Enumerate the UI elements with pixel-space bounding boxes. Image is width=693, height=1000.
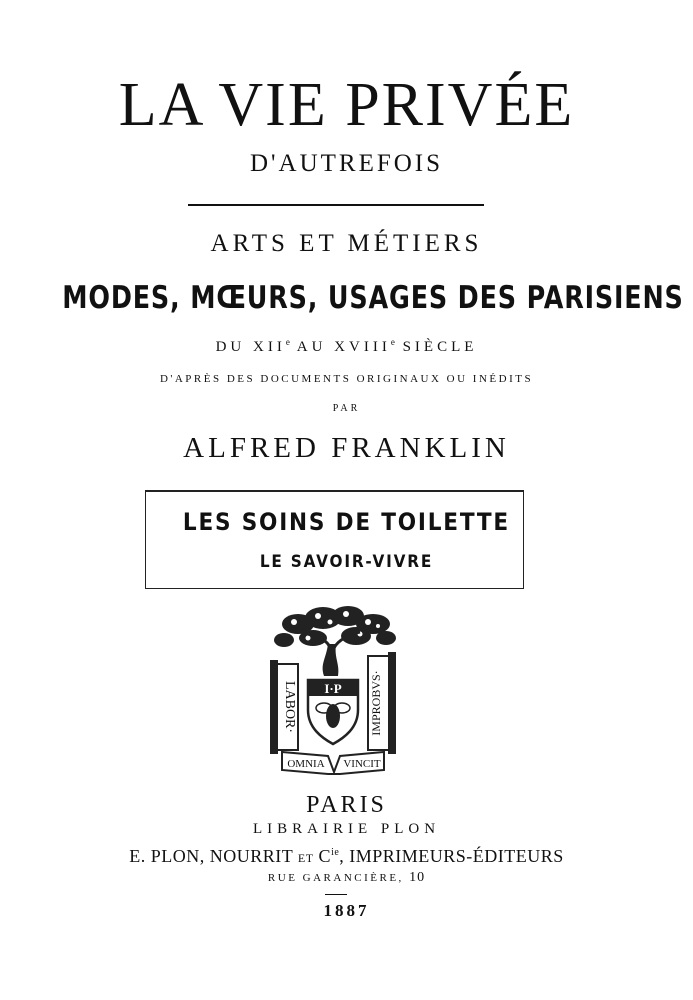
volume-subtitle: LE SAVOIR-VIVRE — [259, 552, 434, 572]
publisher-c: C — [313, 846, 332, 866]
ribbon-right-text: VINCIT — [343, 758, 381, 770]
tree-trunk — [323, 644, 339, 676]
volume-title: LES SOINS DE TOILETTE — [182, 508, 510, 536]
title-rule — [188, 204, 484, 206]
street-name: RUE GARANCIÈRE, — [267, 872, 410, 884]
left-banner-text: LABOR· — [282, 680, 297, 734]
street-number: 10 — [409, 870, 426, 885]
imprint-street — [0, 869, 693, 887]
sources-line: D'APRÈS DES DOCUMENTS ORIGINAUX OU INÉDITS — [159, 373, 534, 385]
publisher-ie: ie — [331, 847, 340, 858]
publisher-role: , IMPRIMEURS-ÉDITEURS — [339, 846, 564, 866]
book-title: LA VIE PRIVÉE — [118, 71, 575, 139]
year-rule — [325, 894, 347, 895]
shield-initials: I·P — [324, 681, 342, 696]
book-subtitle: D'AUTREFOIS — [249, 150, 444, 177]
right-banner-text: IMPROBVS· — [369, 670, 383, 736]
author-name: ALFRED FRANKLIN — [183, 432, 510, 464]
imprint-publisher — [0, 840, 693, 871]
ribbon-left-text: OMNIA — [287, 758, 325, 770]
publisher-emblem — [268, 604, 398, 776]
series-line-arts: ARTS ET MÉTIERS — [210, 230, 483, 257]
century-range — [0, 331, 693, 358]
century-du: DU XII — [215, 339, 286, 355]
imprint-librairie: LIBRAIRIE PLON — [252, 821, 441, 837]
century-au: AU XVIII — [289, 339, 391, 355]
publisher-name: E. PLON, NOURRIT — [129, 846, 298, 866]
volume-title-box — [145, 490, 524, 589]
century-siecle: SIÈCLE — [394, 339, 478, 355]
series-line-modes: MODES, MŒURS, USAGES DES PARISIENS — [62, 280, 684, 316]
par-label: PAR — [332, 403, 361, 414]
imprint-year: 1887 — [323, 901, 370, 920]
publisher-et: ET — [297, 851, 314, 865]
century-sup-2: e — [390, 337, 395, 347]
century-sup-1: e — [285, 337, 290, 347]
imprint-city: PARIS — [306, 792, 387, 818]
